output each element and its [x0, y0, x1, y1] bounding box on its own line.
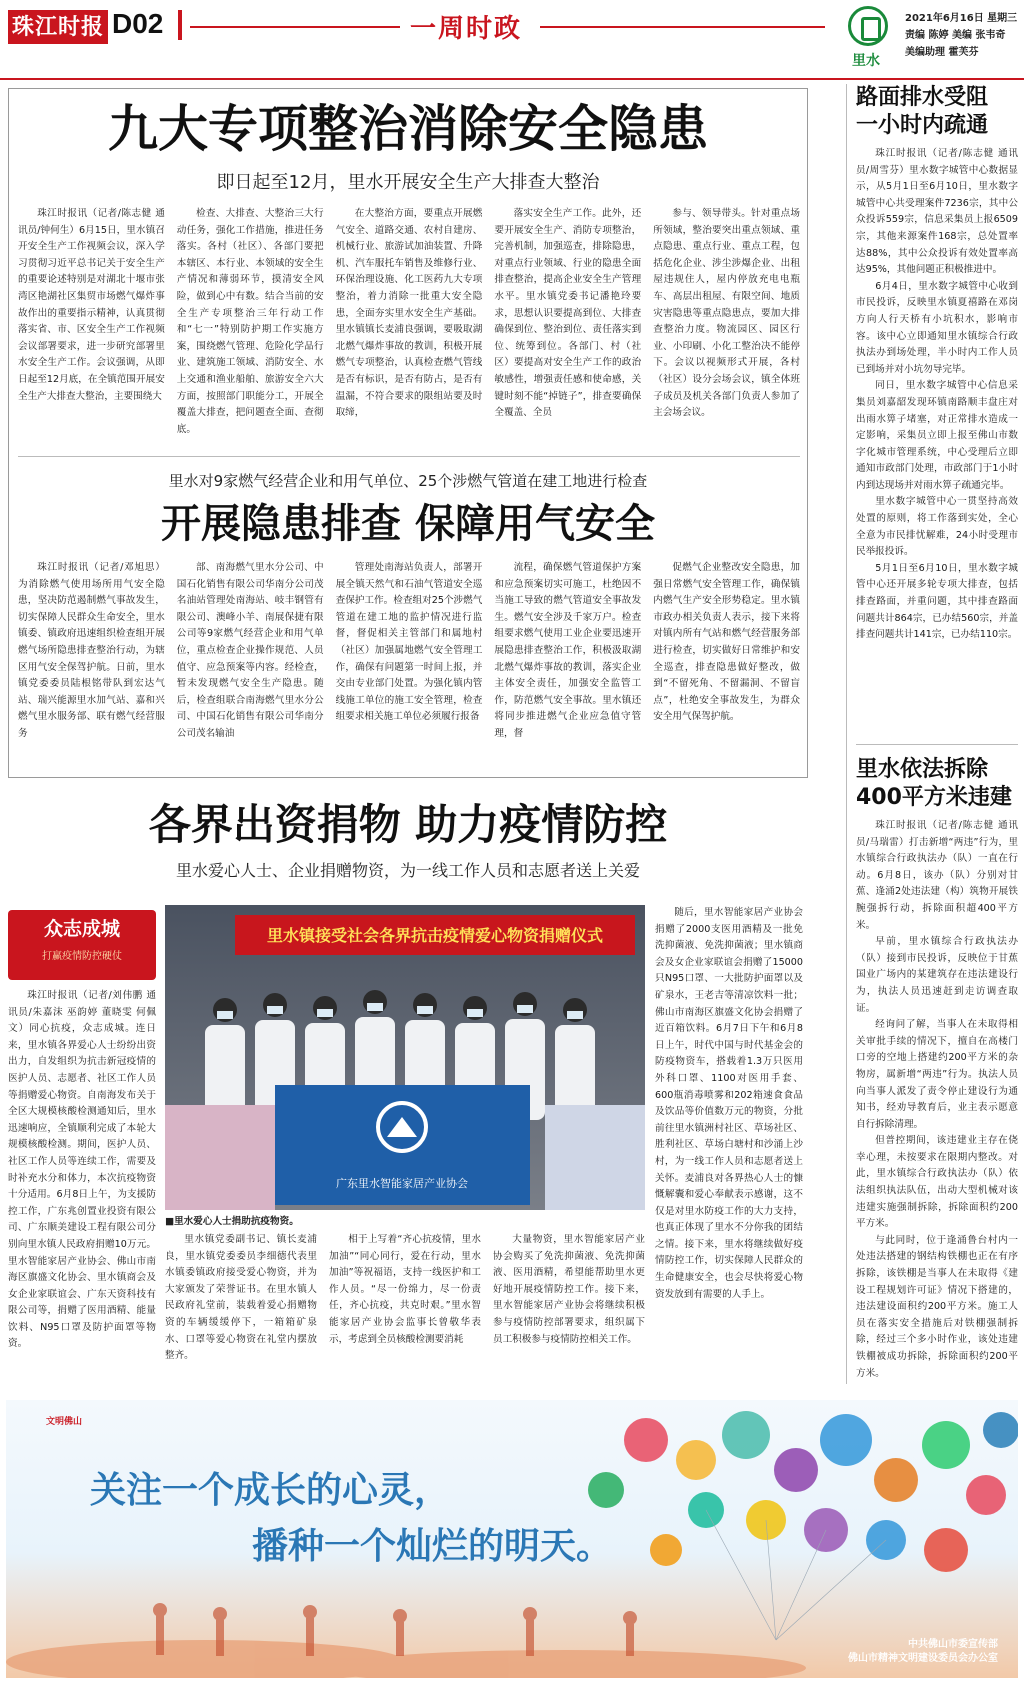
- ad-slogan-line1: 关注一个成长的心灵，: [90, 1469, 451, 1511]
- right-article2-paragraph: 早前，里水镇综合行政执法办（队）接到市民投诉，反映位于甘蕉国业广场内的某建筑存在违法建设行为，执法人员迅速赶到走访调查取证。: [856, 936, 1018, 1014]
- right-article1-paragraph: 5月1日至6月10日，里水数字城管中心还开展多轮专项大排查，包括排查路面，并重问题，其中排查路面问题共计864宗，已办结560宗，并盖排查问题共计141宗，已办结110宗。: [856, 562, 1018, 641]
- right-article2-paragraph: 经询问了解，当事人在未取得相关审批手续的情况下，擅自在高楼门口旁的空地上搭建约200平方米的杂物房，属新增“两违”行为。执法人员向当事人派发了责令停止建设行为通知书，经劝导教育后，业主表示愿意自行拆除清理。: [856, 1019, 1018, 1130]
- article2-column-5: 促燃气企业整改安全隐患，加强日常燃气安全管理工作，确保镇内燃气生产安全形势稳定。里水镇市政办相关负责人表示，接下来将对镇内所有气站和燃气经营服务部进行检查，切实做好日常维护和安全巡查，排查隐患做好整改，做到“不留死角、不留漏洞、不留盲点”，杜绝安全事故发生，为群众安全用气保驾护航。: [653, 562, 800, 723]
- photo-banner-text: 里水镇接受社会各界抗击疫情爱心物资捐赠仪式: [266, 926, 604, 945]
- article3-bottom-column-2: 相于上写着“齐心抗疫情，里水加油”“同心同行，爱在行动，里水加油”等祝福语，支持一线医护和工作人员。“尽一份绵力，尽一份责任，齐心抗疫，共克时艰。”里水智能家居产业协会监事长曾敬华表示，考虑到全员核酸检测要消耗: [329, 1234, 481, 1345]
- ad-slogan-line2: 播种一个灿烂的明天。: [252, 1525, 613, 1567]
- right-article2-paragraph: 珠江时报讯（记者/陈志健 通讯员/马瑞雷）打击新增“两违”行为，里水镇综合行政执法办（队）一直在行动。6月8日，该办（队）分别对甘蕉、逢涌2处违法建（构）筑物开展铁腕强拆行动，拆除面积超400平方米。: [856, 820, 1018, 931]
- donation-ceremony-photo: [165, 905, 645, 1210]
- right-article1-title-line1: 路面排水受阻: [856, 85, 989, 110]
- article3-subhead: 里水爱心人士、企业捐赠物资，为一线工作人员和志愿者送上关爱: [175, 861, 640, 880]
- zhongzhi-chengcheng-banner: [8, 910, 156, 980]
- article1-column-4: 落实安全生产工作。此外，还要开展安全生产、消防专项整治，完善机制，加强巡查，排除隐患，对重点行业领域、行业的隐患全面排查整治，提高企业安全生产管理水平。里水镇党委书记潘艳玲要求，思想认识要提高到位、大排查确保到位、整治到位、责任落实到位、统筹到位。各部门、村（社区）要提高对安全生产工作的政治敏感性，增强责任感和使命感，关键时刻不能“掉链子”，排查要确保全覆盖、全员: [494, 208, 642, 419]
- lishui-emblem-icon: [848, 6, 888, 46]
- article1-subhead: 即日起至12月，里水开展安全生产大排查大整治: [216, 172, 600, 193]
- article2-column-1: 珠江时报讯（记者/邓旭思）为消除燃气使用场所用气安全隐患，坚决防范遏制燃气事故发生，切实保障人民群众生命安全，里水镇委、镇政府迅速组织检查组开展燃气场所隐患排查整治行动，为辖区用气安全保驾护航。日前，里水镇党委委员陆根铭带队到宏达气站、瑞兴能源里水加气站、嘉和兴燃气里水服务部、联有燃气经营服务: [18, 562, 165, 739]
- issue-editor: 责编 陈婷 美编 张韦奇: [905, 30, 1006, 41]
- article2-column-2: 部、南海燃气里水分公司、中国石化销售有限公司华南分公司茂名油站管理处南海站、岐丰钢管有限公司、澳峰小羊、南展保捷有限公司等9家燃气经营企业和用气单位，重点检查企业操作规范、人员值守、应急预案等内容。经检查，暂未发现燃气安全生产隐患。随后，检查组联合南海燃气里水分公司、中国石化销售有限公司华南分公司茂名输油: [176, 562, 324, 739]
- page-number: D02: [112, 8, 164, 39]
- right-article2-paragraph: 与此同时，位于逢涌鲁台村内一处违法搭建的钢结构铁棚也正在有序拆除，该铁棚是当事人在未取得《建设工程规划许可证》情况下搭建的，违法建设面积约200平方米。施工人员在落实安全措施后对铁棚强制拆除，经过三个多小时作业，该处违建铁棚被成功拆除，拆除面积约200平方米。: [856, 1234, 1018, 1379]
- article3-right-text: 随后，里水智能家居产业协会捐赠了2000支医用酒精及一批免洗抑菌液、免洗抑菌液；里水镇商会及女企业家联谊会捐赠了15000只N95口罩、一大批防护面罩以及矿泉水，王老吉等清凉饮料一批；佛山市南海区旗盛文化协会捐赠了近百箱饮料。6月7日下午和6月8日上午，时代中国与时代基金会的防疫物资车，搭载着1.3万只医用外科口罩、1100对医用手套、600瓶消毒喷雾和202箱速食食品及饮品等价值数万元的物资，分批前往里水镇洲村社区、草场社区、胜利社区、草场白塘村和沙涌上沙村，为一线工作人员和志愿者送上关怀。麦浦良对各界热心人士的慷慨解囊和爱心奉献表示感谢，这不仅是对里水防疫工作的大力支持，也真正体现了里水不分你我的团结之情。接下来，里水将继续做好疫情防控工作，切实保障人民群众的生命健康安全，也会尽快将爱心物资发放到有需要的人手上。: [655, 907, 803, 1300]
- public-service-ad: [6, 1400, 1018, 1678]
- right-article1-paragraph: 珠江时报讯（记者/陈志健 通讯员/周雪芬）里水数字城管中心数据显示，从5月1日至6月10日，里水数字城管中心共受理案件7236宗，其中公众投诉559宗，信息采集员上报6509宗，其他来源案件168宗，总处置率达88%，其中公众投诉有效处置率高达95%，其他问题正积极推进中。: [856, 148, 1018, 276]
- issue-meta: [905, 10, 1023, 61]
- article2-column-3: 管理处南海站负责人，部署开展全镇天然气和石油气管道安全巡查保护工作。检查组对25个涉燃气管道在建工地的监护情况进行监督，督促相关主管部门和属地村（社区）加强属地燃气安全管理工作，确保有问题第一时间上报，并交由专业部门处置。为强化镇内管线施工单位的施工安全管理，检查组要求相关施工单位必须履行报备: [335, 562, 483, 723]
- right-article1-title: [856, 84, 1018, 140]
- article1-column-5: 参与、领导带头。针对重点场所领域，整治要突出重点领域、重点隐患、重点行业、重点工程，包括危化企业、涉尘涉爆企业、出租屋违规住人，屋内停放充电电瓶车、高层出租屋、有限空间、地质灾害隐患等重点隐患点，要加大排查整治力度。物流园区、园区行业、小印刷、小化工整治决不能停下。会议以视频形式开展，各村（社区）设分会场会议，镇全体班子成员及机关各部门负责人参加了主会场会议。: [653, 208, 800, 419]
- masthead: [0, 0, 1024, 80]
- article3-headline: 各界出资捐物 助力疫情防控: [148, 800, 668, 849]
- newspaper-logo: 珠江时报: [8, 10, 108, 44]
- banner-subtitle: 打赢疫情防控硬仗: [42, 951, 122, 962]
- issue-assist: 美编助理 霍芙芬: [905, 47, 979, 58]
- page-divider-bar: [178, 10, 182, 40]
- right-article1-paragraph: 6月4日，里水数字城管中心收到市民投诉，反映里水镇夏禧路在邓岗方向人行天桥有小坑积水，影响市容。该中心立即通知里水镇综合行政执法办到场处理，半小时内工作人员已到场并对小坑勿导完毕。: [856, 280, 1018, 375]
- article1-column-2: 检查、大排查、大整治三大行动任务，强化工作措施，推进任务落实。各村（社区）、各部门要把本辖区、本行业、本领域的安全生产情况和薄弱环节，摸清安全风险，做到心中有数。结合当前的安全生产专项整治三年行动工作和“七一”特别防护期工作实施方案，围绕燃气管理、危险化学品行业、建筑施工领域、消防安全、水上交通和渔业船舶、旅游安全六大方面，按照部门职能分工，开展全覆盖大排查，把问题查全面、查彻底。: [176, 208, 324, 435]
- article3-bottom-body: [165, 1232, 645, 1380]
- photo-caption: ■里水爱心人士捐助抗疫物资。: [165, 1216, 299, 1227]
- right-article1-body: [856, 146, 1018, 716]
- right-column-rule: [846, 84, 847, 1384]
- article1-body: [18, 206, 800, 446]
- right-article1-paragraph: 里水数字城管中心一贯坚持高效处置的原则，将工作落到实处，全心全意为市民排忧解难，24小时受理市民举报投诉。: [856, 496, 1018, 558]
- masthead-rule-left: [190, 26, 400, 28]
- right-article2-title: [856, 756, 1018, 812]
- donation-photo-illustration: [165, 905, 645, 1210]
- article3-left-column: [8, 988, 156, 1368]
- right-article1-title-line2: 一小时内疏通: [856, 113, 989, 138]
- right-article1-paragraph: 同日，里水数字城管中心信息采集员刘嘉韶发现环镇南路顺丰盘庄对出雨水箅子堵塞，对正常排水造成一定影响，采集员立即上报至佛山市数字化城市管理系统，中心受理后立即通知市政部门处理，市政部门于1小时内到达现场并对雨水箅子疏通完毕。: [856, 380, 1018, 491]
- masthead-rule-right: [540, 26, 825, 28]
- ad-sponsor-line2: 佛山市精神文明建设委员会办公室: [848, 1653, 998, 1664]
- article3-left-text: 珠江时报讯（记者/刘伟鹏 通讯员/朱嘉沫 巫韵婷 董晓雯 何佩文）同心抗疫，众志成城。连日来，里水镇各界爱心人士纷纷出资出力，自发组织为抗击新冠疫情的医护人员、志愿者、社区工作人员等捐赠爱心物资。自南海发布关于全区大规模核酸检测通知后，里水迅速响应，全镇顺利完成了本轮大规模核酸检测。期间，医护人员、社区工作人员等连续工作，需要及时补充水分和体力，本次抗疫物资十分适用。6月8日上午，为支援防控工作，广东兆创置业投资有限公司、广东顺美建设工程有限公司分别向里水镇人民政府捐赠10万元。里水智能家居产业协会、佛山市南海区旗盛文化协会、里水镇商会及女企业家联谊会、广东天资科技有限公司等，捐赠了医用酒精、能量饮料、N95口罩及防护面罩等物资。: [8, 990, 156, 1350]
- article-divider: [18, 456, 800, 457]
- right-article2-body: [856, 818, 1018, 1380]
- article2-column-4: 流程，确保燃气管道保护方案和应急预案切实可施工，杜绝因不当施工导致的燃气管道安全事故发生。燃气安全涉及千家万户。检查组要求燃气使用工业企业要迅速开展隐患排查整治工作，积极汲取湖北燃气爆炸事故的教训，落实企业主体安全责任，加强安全监管工作，防范燃气安全事故。里水镇还将同步推进燃气企业应急值守管理，督: [494, 562, 642, 739]
- article3-bottom-column-3: 大量物资，里水智能家居产业协会购买了免洗抑菌液、免洗抑菌液、医用酒精，希望能帮助里水更好地开展疫情防控工作。接下来，里水智能家居产业协会将继续积极参与疫情防控部署要求，组织属下员工积极参与疫情防控相关工作。: [493, 1234, 645, 1345]
- issue-date: 2021年6月16日 星期三: [905, 13, 1018, 24]
- ad-sponsor: [848, 1638, 998, 1666]
- right-article2-title-line1: 里水依法拆除: [856, 757, 989, 782]
- section-title: 一周时政: [410, 14, 523, 44]
- right-article2-paragraph: 但普控期间，该违建业主存在侥幸心理，未按要求在限期内整改。对此，里水镇综合行政执法办（队）依法组织执法队伍，出动大型机械对该违建实施强制拆除，拆除面积约200平方米。: [856, 1135, 1018, 1230]
- article2-body: [18, 560, 800, 770]
- article2-headline: 开展隐患排查 保障用气安全: [161, 500, 655, 547]
- photo-flag-text: 广东里水智能家居产业协会: [336, 1177, 468, 1190]
- article1-column-3: 在大整治方面，要重点开展燃气安全、道路交通、农村自建房、机械行业、旅游试加油装置、升降机、汽车服托车销售及维修行业、环保治理设施、化工医药九大专项整治，着力消除一批重大安全隐患，全面夯实里水安全生产基础。里水镇镇长麦浦良强调，要吸取湖北燃气爆炸事故的教训，积极开展燃气专项整治，认真检查燃气管线是否有标识，是否有防占，是否有温漏，不符合要求的限组站要及时取缔，: [335, 208, 483, 419]
- right-article2-title-line2: 400平方米违建: [856, 785, 1012, 810]
- ad-sponsor-line1: 中共佛山市委宣传部: [908, 1639, 998, 1650]
- article1-headline: 九大专项整治消除安全隐患: [108, 99, 708, 158]
- right-column-divider: [856, 744, 1018, 745]
- wenming-foshan-logo: 文明佛山: [46, 1417, 83, 1427]
- article1-column-1: 珠江时报讯（记者/陈志健 通讯员/钟何生）6月15日，里水镇召开安全生产工作视频会议，深入学习贯彻习近平总书记关于安全生产的重要论述特别是对湖北十堰市张湾区艳湖社区集贸市场燃气爆炸事故作出的重要指示精神，认真贯彻落实省、市、区安全生产工作视频会议部署要求，进一步研究部署里水安全生产工作。会议强调，从即日起至12月底，在全镇范围开展安全生产大排查大整治，主要围绕大: [18, 208, 165, 402]
- article3-bottom-column-1: 里水镇党委副书记、镇长麦浦良，里水镇党委委员李细德代表里水镇委镇政府接受爱心物资，并为大家颁发了荣誉证书。在里水镇人民政府礼堂前，装载着爱心捐赠物资的车辆缓缓停下，一箱箱矿泉水、口罩等爱心物资在礼堂内摆放整齐。: [165, 1234, 317, 1362]
- banner-title: 众志成城: [43, 918, 120, 940]
- article3-right-column: [655, 905, 803, 1375]
- article2-subhead: 里水对9家燃气经营企业和用气单位、25个涉燃气管道在建工地进行检查: [168, 472, 648, 490]
- emblem-label: 里水: [852, 53, 880, 69]
